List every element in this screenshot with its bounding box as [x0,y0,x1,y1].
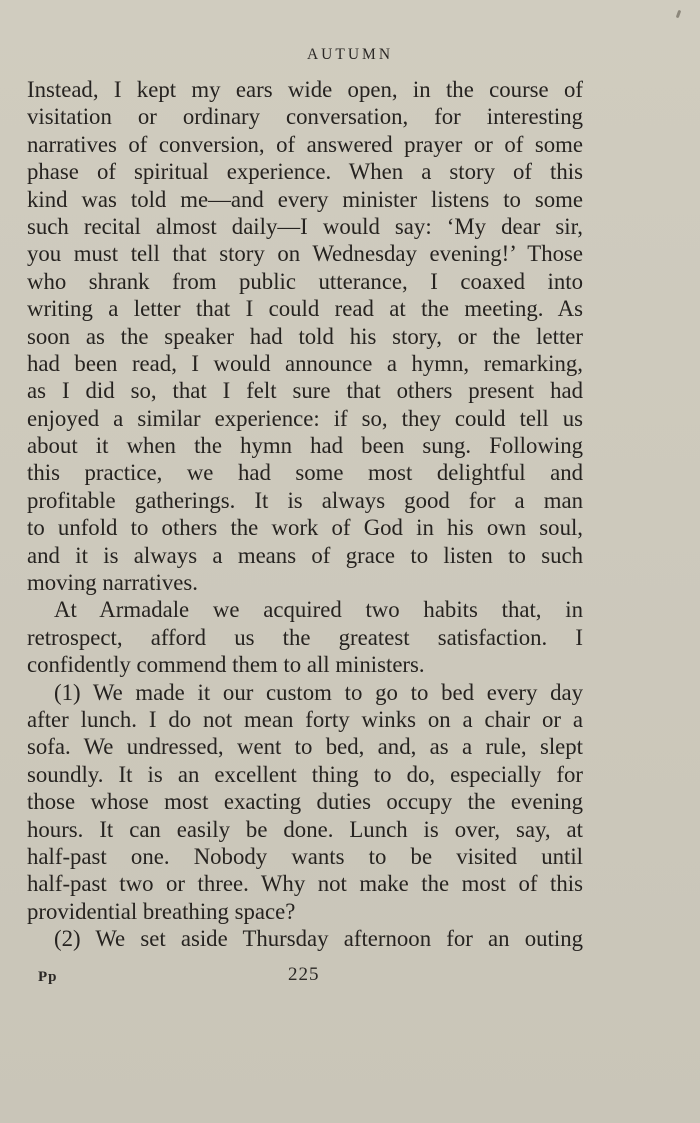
text-line: about it when the hymn had been sung. Following [27,433,583,459]
text-line: to unfold to others the work of God in his own soul, [27,515,583,541]
text-line: (2) We set aside Thursday afternoon for an outing [54,926,583,952]
text-line: retrospect, afford us the greatest satisfaction. I [27,624,583,650]
text-line: half-past one. Nobody wants to be visited until [27,843,583,869]
text-line: and it is always a means of grace to listen to such [27,542,583,568]
text-line: you must tell that story on Wednesday evening!’ Those [27,241,583,267]
text-line: moving narratives. [27,570,198,596]
text-line: this practice, we had some most delightful and [27,460,583,486]
page-number: 225 [288,964,320,985]
text-line: kind was told me—and every minister listens to some [27,186,583,212]
text-line: (1) We made it our custom to go to bed every day [54,679,583,705]
text-line: confidently commend them to all ministers. [27,652,425,678]
text-line: Instead, I kept my ears wide open, in the course of [27,77,583,102]
text-line: visitation or ordinary conversation, for interesting [27,104,583,130]
page-edge-mark [676,10,682,19]
text-line: providential breathing space? [27,898,296,924]
text-line: phase of spiritual experience. When a story of this [27,159,583,185]
text-line: sofa. We undressed, went to bed, and, as a rule, slept [27,734,583,760]
text-line: who shrank from public utterance, I coaxed into [27,268,583,294]
text-line: hours. It can easily be done. Lunch is over, say, at [27,816,583,842]
text-line: those whose most exacting duties occupy the evening [27,789,583,815]
text-line: after lunch. I do not mean forty winks on a chair or a [27,706,583,732]
text-line: narratives of conversion, of answered prayer or of some [27,131,583,157]
text-line: soon as the speaker had told his story, or the letter [27,323,583,349]
text-line: as I did so, that I felt sure that others present had [27,378,583,404]
text-line: enjoyed a similar experience: if so, they could tell us [27,405,583,431]
text-line: soundly. It is an excellent thing to do, especially for [27,761,583,787]
running-head: AUTUMN [306,46,394,63]
text-line: profitable gatherings. It is always good for a man [27,487,583,513]
signature-mark: Pp [38,969,58,985]
text-line: writing a letter that I could read at the meeting. As [27,296,583,322]
text-line: At Armadale we acquired two habits that, in [54,597,583,623]
text-line: had been read, I would announce a hymn, remarking, [27,350,583,376]
body-text [27,76,583,953]
text-line: half-past two or three. Why not make the most of this [27,871,583,897]
text-line: such recital almost daily—I would say: ‘My dear sir, [27,213,583,239]
